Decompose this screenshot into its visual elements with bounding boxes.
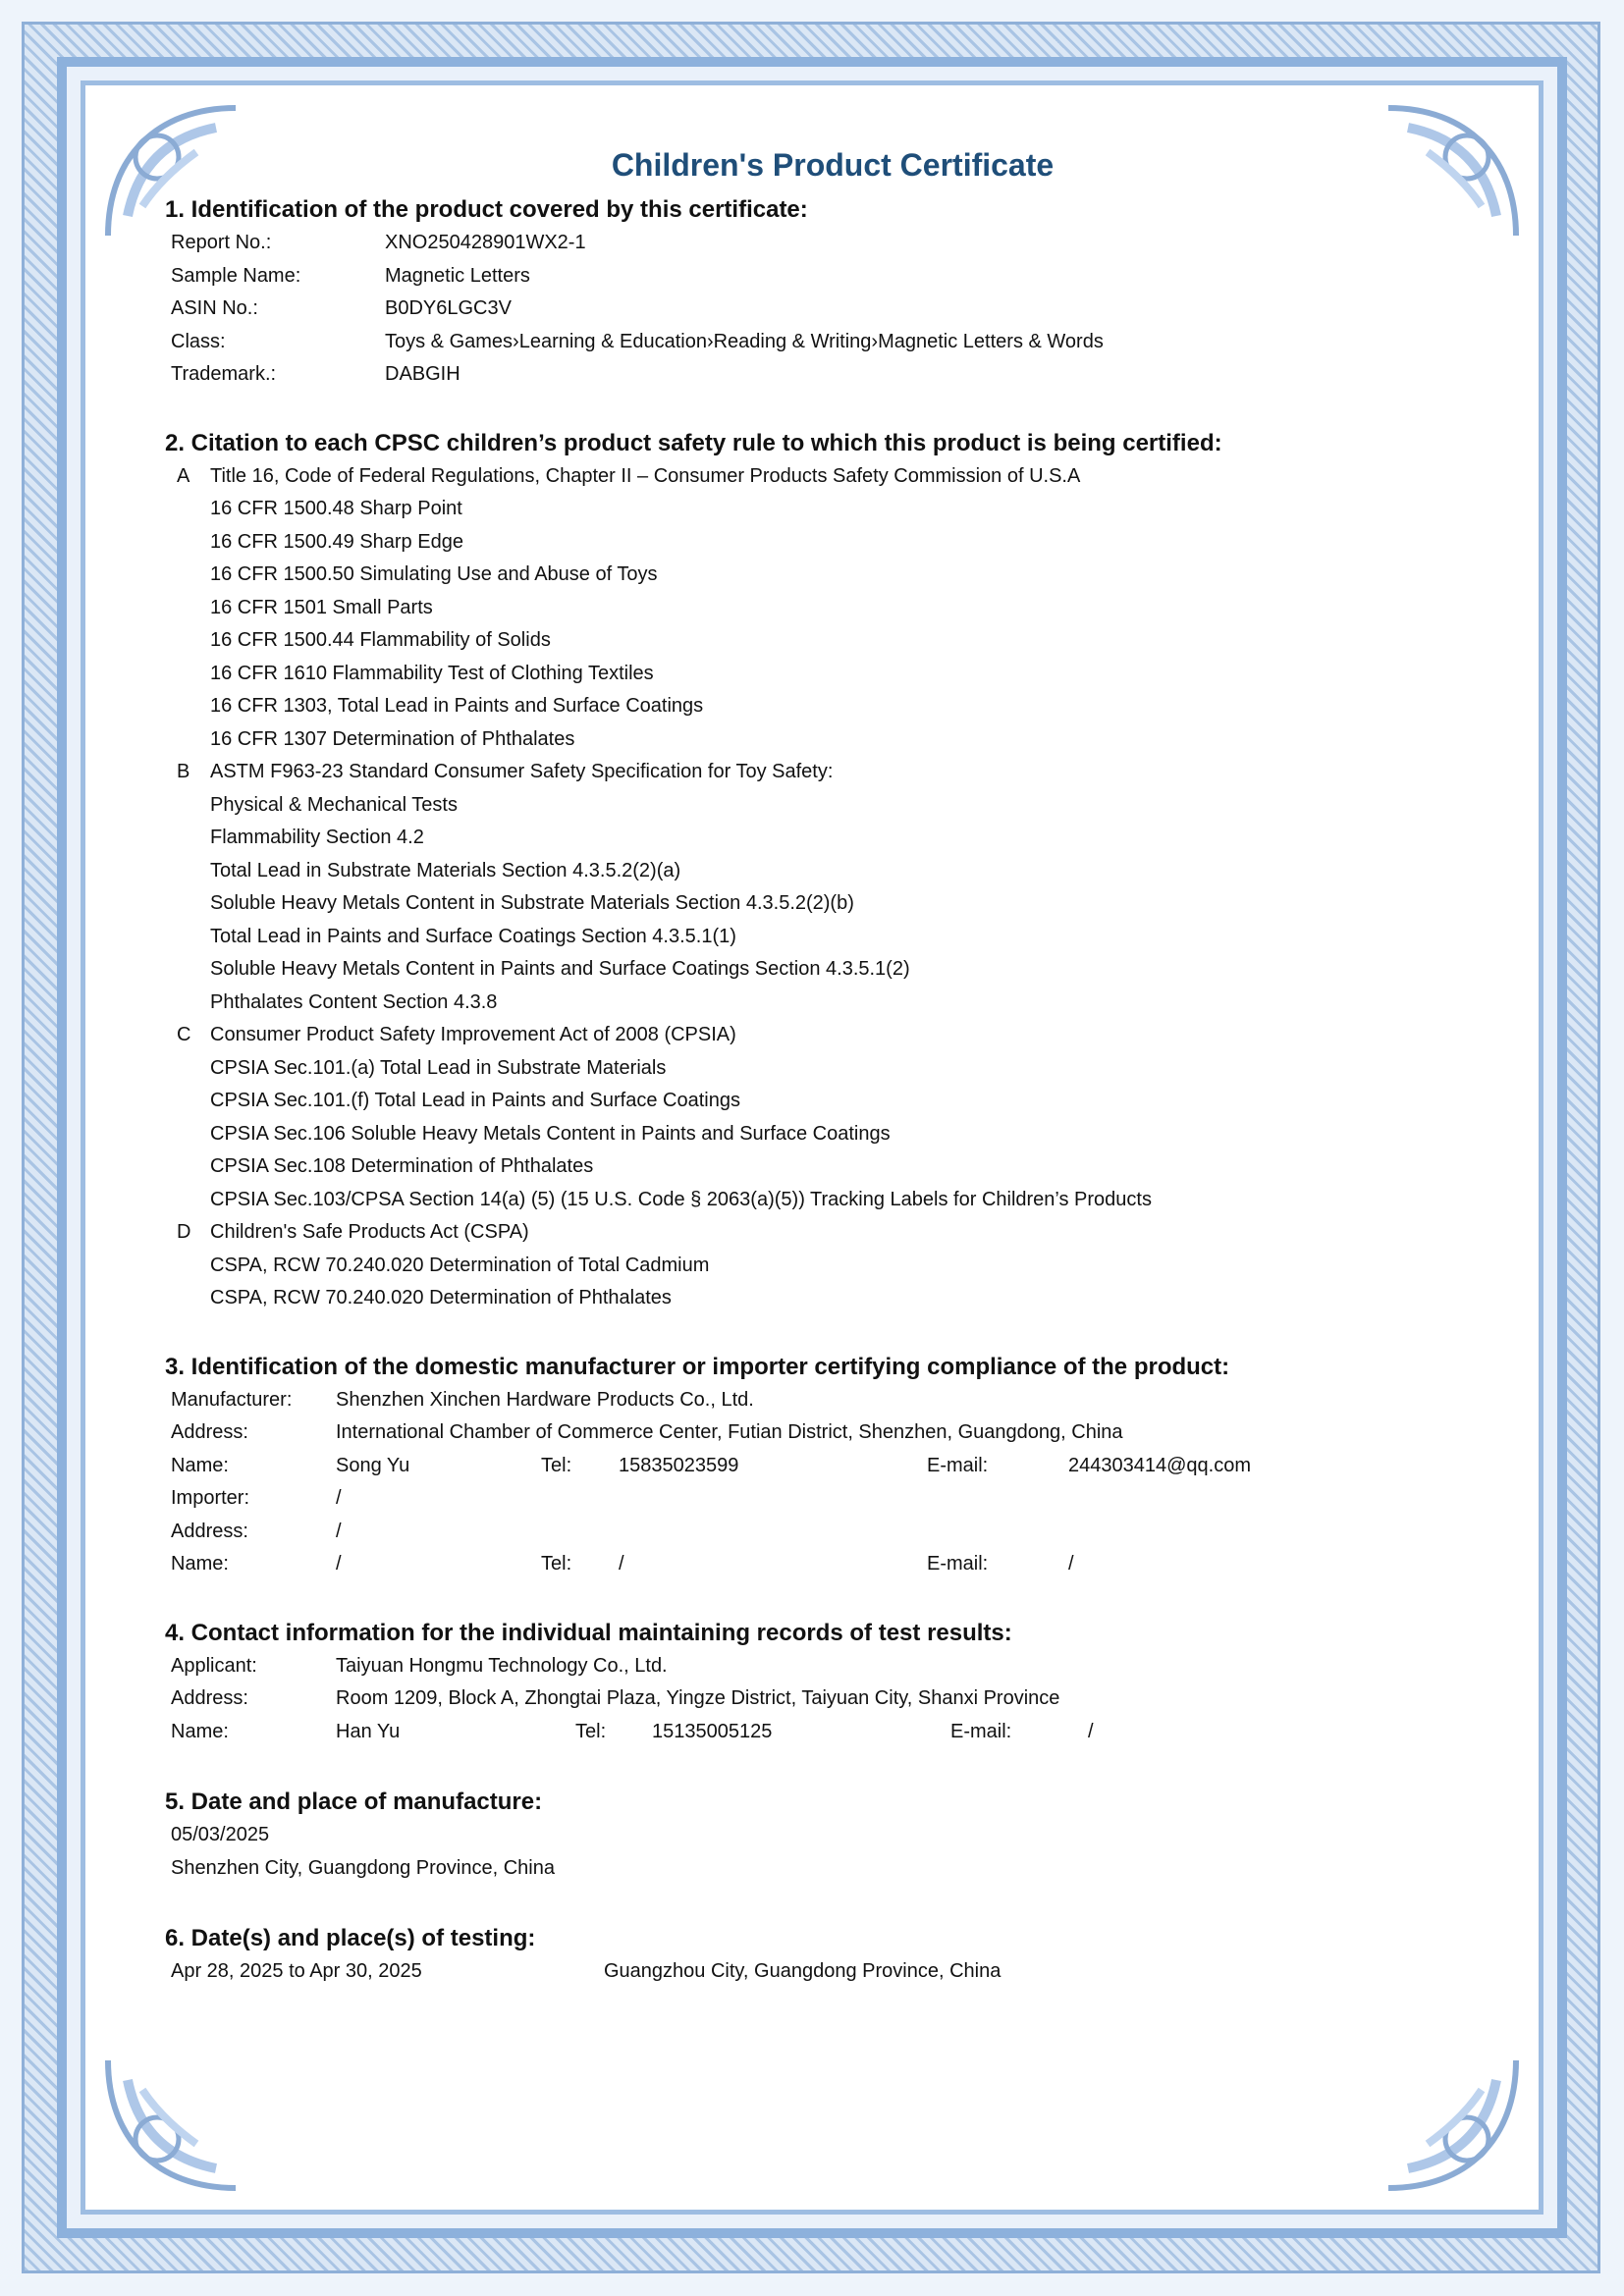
list-item <box>165 723 1471 757</box>
spacer <box>165 1581 1471 1617</box>
applicant-name-value: Han Yu <box>336 1720 401 1742</box>
citation-item: Children's Safe Products Act (CSPA) <box>210 1221 529 1243</box>
spacer <box>165 392 1471 427</box>
testing-place-value: Guangzhou City, Guangdong Province, China <box>604 1960 1001 1982</box>
manufacture-place-value: Shenzhen City, Guangdong Province, China <box>171 1856 555 1879</box>
field-label: Sample Name: <box>171 264 301 287</box>
field-label: Class: <box>171 330 226 352</box>
citation-item: CPSIA Sec.101.(f) Total Lead in Paints and Surface Coatings <box>210 1090 740 1111</box>
citation-item: ASTM F963-23 Standard Consumer Safety Specification for Toy Safety: <box>210 761 834 782</box>
group-letter: B <box>177 761 190 782</box>
list-item <box>165 1184 1471 1217</box>
list-item <box>165 887 1471 921</box>
list-item <box>165 690 1471 723</box>
citation-item: Total Lead in Paints and Surface Coatings Section 4.3.5.1(1) <box>210 925 736 947</box>
field-label: Applicant: <box>171 1654 257 1677</box>
citation-item: Title 16, Code of Federal Regulations, Chapter II – Consumer Products Safety Commission of U.S.A <box>210 464 1081 487</box>
report-no-value: XNO250428901WX2-1 <box>385 232 586 253</box>
citation-item: CPSIA Sec.101.(a) Total Lead in Substrate Materials <box>210 1056 667 1079</box>
citation-item: CPSIA Sec.103/CPSA Section 14(a) (5) (15 U.S. Code § 2063(a)(5)) Tracking Labels for Children’s Products <box>210 1188 1152 1210</box>
section-4-heading: 4. Contact information for the individual maintaining records of test results: <box>165 1619 1012 1646</box>
list-item <box>165 493 1471 526</box>
citation-item: Total Lead in Substrate Materials Section 4.3.5.2(2)(a) <box>210 859 681 881</box>
field-label: ASIN No.: <box>171 297 258 319</box>
list-item <box>165 855 1471 888</box>
list-item <box>165 1085 1471 1118</box>
spacer <box>165 1315 1471 1351</box>
citation-item: CPSIA Sec.108 Determination of Phthalates <box>210 1155 594 1177</box>
list-item <box>165 822 1471 855</box>
section-2-heading: 2. Citation to each CPSC children’s product safety rule to which this product is being certified: <box>165 429 1222 456</box>
citation-item: 16 CFR 1500.44 Flammability of Solids <box>210 629 551 651</box>
asin-value: B0DY6LGC3V <box>385 297 512 319</box>
citation-item: 16 CFR 1500.49 Sharp Edge <box>210 530 463 553</box>
field-label: Address: <box>171 1687 248 1709</box>
group-letter: A <box>177 464 190 487</box>
tel-value: 15835023599 <box>619 1454 739 1476</box>
class-row <box>165 326 1471 359</box>
manufacturer-address-value: International Chamber of Commerce Center, Futian District, Shenzhen, Guangdong, China <box>336 1421 1123 1443</box>
field-label: Address: <box>171 1520 248 1542</box>
field-label: Name: <box>171 1553 229 1575</box>
field-label: Report No.: <box>171 232 272 253</box>
citation-item: 16 CFR 1303, Total Lead in Paints and Surface Coatings <box>210 695 704 717</box>
importer-tel-value: / <box>619 1553 624 1575</box>
field-label: Trademark.: <box>171 363 277 385</box>
applicant-row <box>165 1650 1471 1683</box>
citation-item: CPSIA Sec.106 Soluble Heavy Metals Content in Paints and Surface Coatings <box>210 1122 891 1145</box>
field-label: Manufacturer: <box>171 1388 293 1411</box>
citation-item: 16 CFR 1610 Flammability Test of Clothing Textiles <box>210 662 654 684</box>
manufacturer-value: Shenzhen Xinchen Hardware Products Co., Ltd. <box>336 1388 754 1411</box>
citation-item: Soluble Heavy Metals Content in Paints and Surface Coatings Section 4.3.5.1(2) <box>210 958 910 980</box>
importer-row <box>165 1482 1471 1516</box>
section-6-heading: 6. Date(s) and place(s) of testing: <box>165 1925 536 1951</box>
list-item <box>165 658 1471 691</box>
citation-item: Physical & Mechanical Tests <box>210 793 458 816</box>
class-value: Toys & Games›Learning & Education›Reading & Writing›Magnetic Letters & Words <box>385 330 1104 352</box>
list-item <box>165 1118 1471 1151</box>
section-1-heading: 1. Identification of the product covered by this certificate: <box>165 196 808 223</box>
importer-address-value: / <box>336 1520 342 1542</box>
testing-row <box>165 1955 1471 1989</box>
field-label: Name: <box>171 1720 229 1742</box>
field-label: Tel: <box>575 1720 607 1742</box>
list-item <box>165 789 1471 823</box>
manufacture-place-row <box>165 1852 1471 1886</box>
field-label: E-mail: <box>927 1553 989 1575</box>
section-5-heading: 5. Date and place of manufacture: <box>165 1789 543 1815</box>
manufacture-date-value: 05/03/2025 <box>171 1824 270 1845</box>
list-item <box>165 1282 1471 1315</box>
asin-row <box>165 293 1471 326</box>
list-item <box>165 624 1471 658</box>
report-no-row <box>165 227 1471 260</box>
list-item <box>165 756 1471 789</box>
applicant-email-value: / <box>1088 1720 1094 1742</box>
applicant-contact-row <box>165 1716 1471 1749</box>
list-item <box>165 592 1471 625</box>
importer-email-value: / <box>1068 1553 1074 1575</box>
manufacturer-contact-row <box>165 1450 1471 1483</box>
field-label: Tel: <box>541 1454 572 1476</box>
citation-item: CSPA, RCW 70.240.020 Determination of Total Cadmium <box>210 1254 710 1276</box>
list-item <box>165 1052 1471 1086</box>
applicant-tel-value: 15135005125 <box>652 1720 773 1742</box>
citation-item: Consumer Product Safety Improvement Act of 2008 (CPSIA) <box>210 1024 736 1045</box>
importer-address-row <box>165 1516 1471 1549</box>
corner-ornament-icon <box>1379 2051 1526 2198</box>
list-item <box>165 460 1471 494</box>
email-value: 244303414@qq.com <box>1068 1454 1251 1476</box>
corner-ornament-icon <box>98 2051 245 2198</box>
sample-name-value: Magnetic Letters <box>385 264 530 287</box>
manufacturer-address-row <box>165 1416 1471 1450</box>
list-item <box>165 559 1471 592</box>
field-label: Address: <box>171 1421 248 1443</box>
list-item <box>165 1150 1471 1184</box>
citation-item: 16 CFR 1307 Determination of Phthalates <box>210 727 575 750</box>
group-letter: C <box>177 1024 191 1045</box>
field-label: Tel: <box>541 1553 572 1575</box>
sample-name-row <box>165 260 1471 294</box>
certificate-content <box>165 147 1471 1989</box>
spacer <box>165 1885 1471 1922</box>
list-item <box>165 987 1471 1020</box>
manufacturer-row <box>165 1384 1471 1417</box>
applicant-value: Taiyuan Hongmu Technology Co., Ltd. <box>336 1654 668 1677</box>
certificate-title: Children's Product Certificate <box>611 147 1055 183</box>
citation-item: 16 CFR 1500.48 Sharp Point <box>210 498 462 519</box>
contact-name-value: Song Yu <box>336 1454 410 1476</box>
citation-item: Soluble Heavy Metals Content in Substrate Materials Section 4.3.5.2(2)(b) <box>210 892 854 914</box>
list-item <box>165 526 1471 560</box>
field-label: Name: <box>171 1454 229 1476</box>
importer-contact-row <box>165 1548 1471 1581</box>
citation-item: CSPA, RCW 70.240.020 Determination of Phthalates <box>210 1287 672 1308</box>
field-label: E-mail: <box>950 1720 1012 1742</box>
section-3-heading: 3. Identification of the domestic manufacturer or importer certifying compliance of the product: <box>165 1353 1230 1380</box>
list-item <box>165 1019 1471 1052</box>
importer-name-value: / <box>336 1553 342 1575</box>
applicant-address-value: Room 1209, Block A, Zhongtai Plaza, Yingze District, Taiyuan City, Shanxi Province <box>336 1687 1060 1709</box>
importer-value: / <box>336 1487 342 1509</box>
field-label: E-mail: <box>927 1454 989 1476</box>
list-item <box>165 1250 1471 1283</box>
citation-item: Phthalates Content Section 4.3.8 <box>210 990 498 1013</box>
field-label: Importer: <box>171 1487 250 1509</box>
spacer <box>165 1748 1471 1786</box>
citation-item: Flammability Section 4.2 <box>210 827 424 848</box>
applicant-address-row <box>165 1682 1471 1716</box>
trademark-value: DABGIH <box>385 363 460 385</box>
list-item <box>165 1216 1471 1250</box>
trademark-row <box>165 358 1471 392</box>
citation-item: 16 CFR 1500.50 Simulating Use and Abuse of Toys <box>210 563 658 585</box>
manufacture-date-row <box>165 1819 1471 1852</box>
list-item <box>165 921 1471 954</box>
citation-item: 16 CFR 1501 Small Parts <box>210 596 433 618</box>
list-item <box>165 953 1471 987</box>
group-letter: D <box>177 1221 191 1243</box>
testing-dates-value: Apr 28, 2025 to Apr 30, 2025 <box>171 1960 422 1982</box>
